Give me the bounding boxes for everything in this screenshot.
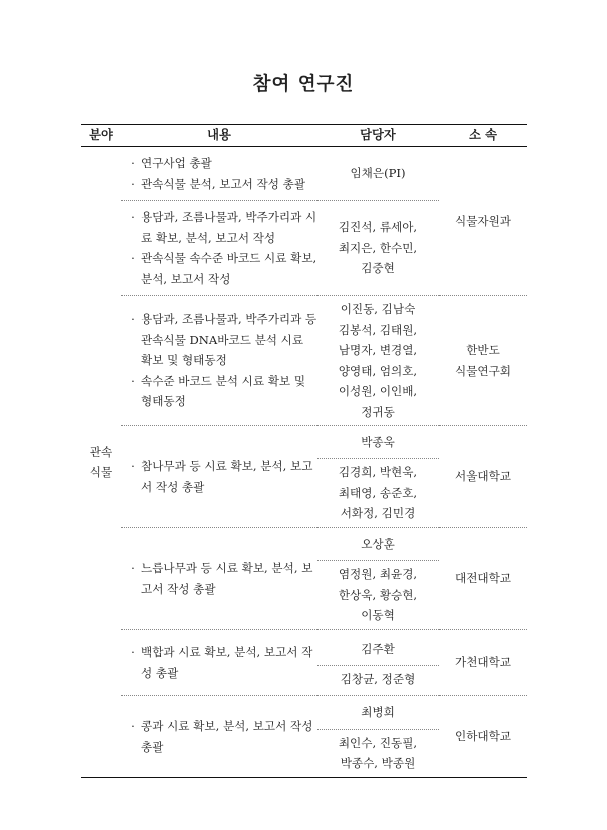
content-cell bbox=[121, 528, 317, 630]
header-content: 내용 bbox=[121, 125, 317, 147]
bullet-item: · 느릅나무과 등 시료 확보, 분석, 보고서 작성 총괄 bbox=[131, 561, 313, 596]
header-row bbox=[81, 125, 527, 147]
content-cell bbox=[121, 426, 317, 528]
member-list: 염정원, 최윤경, 한상욱, 황승현, 이동혁 bbox=[338, 567, 418, 623]
table-row bbox=[81, 426, 527, 528]
bullet-item: · 참나무과 등 시료 확보, 분석, 보고서 작성 총괄 bbox=[131, 459, 313, 494]
person-cell bbox=[317, 147, 439, 201]
table-row bbox=[81, 147, 527, 201]
member-list: 김경희, 박현욱, 최태영, 송준호, 서화정, 김민경 bbox=[338, 465, 418, 521]
person-cell bbox=[317, 296, 439, 426]
person-cell bbox=[317, 630, 439, 696]
person-cell bbox=[317, 426, 439, 528]
content-cell bbox=[121, 201, 317, 296]
lead-person: 김주환 bbox=[317, 633, 439, 666]
field-cell: 관속 식물 bbox=[81, 147, 121, 778]
member-list: 김창균, 정준형 bbox=[340, 671, 416, 686]
person-cell bbox=[317, 528, 439, 630]
bullet-item: · 백합과 시료 확보, 분석, 보고서 작성 총괄 bbox=[131, 645, 313, 680]
table-row bbox=[81, 528, 527, 630]
lead-person: 박종욱 bbox=[317, 426, 439, 459]
lead-person: 최병희 bbox=[317, 697, 439, 730]
member-list: 김진석, 류세아, 최지은, 한수민, 김중현 bbox=[338, 220, 418, 276]
content-cell bbox=[121, 696, 317, 778]
member-list: 이진동, 김남숙 김봉석, 김태원, 남명자, 변경열, 양영태, 엄의호, 이성원, 이인배, 정귀동 bbox=[338, 302, 418, 419]
affiliation-cell: 서울대학교 bbox=[439, 426, 527, 528]
affiliation-cell: 대전대학교 bbox=[439, 528, 527, 630]
affiliation-cell: 한반도 식물연구회 bbox=[439, 296, 527, 426]
content-cell bbox=[121, 296, 317, 426]
bullet-item: · 관속식물 속수준 바코드 시료 확보, 분석, 보고서 작성 bbox=[131, 251, 317, 286]
header-field: 분야 bbox=[81, 125, 121, 147]
researchers-table bbox=[81, 124, 527, 778]
table-row bbox=[81, 630, 527, 696]
bullet-item: · 콩과 시료 확보, 분석, 보고서 작성 총괄 bbox=[131, 719, 313, 754]
header-affiliation: 소 속 bbox=[439, 125, 527, 147]
header-person: 담당자 bbox=[317, 125, 439, 147]
table-row bbox=[81, 296, 527, 426]
bullet-item: · 연구사업 총괄 bbox=[131, 156, 212, 170]
content-cell bbox=[121, 147, 317, 201]
affiliation-cell: 식물자원과 bbox=[439, 147, 527, 296]
table-row bbox=[81, 696, 527, 778]
member-list: 최인수, 진동필, 박종수, 박종원 bbox=[338, 735, 418, 770]
person-cell bbox=[317, 201, 439, 296]
page-title: 참여 연구진 bbox=[252, 74, 355, 95]
affiliation-cell: 가천대학교 bbox=[439, 630, 527, 696]
lead-person: 오상훈 bbox=[317, 528, 439, 561]
content-cell bbox=[121, 630, 317, 696]
bullet-item: · 관속식물 분석, 보고서 작성 총괄 bbox=[131, 176, 306, 191]
bullet-item: · 용담과, 조름나물과, 박주가리과 시료 확보, 분석, 보고서 작성 bbox=[131, 210, 317, 245]
bullet-item: · 용담과, 조름나물과, 박주가리과 등 관속식물 DNA바코드 분석 시료 확보 및 형태동정 bbox=[131, 312, 317, 368]
bullet-item: · 속수준 바코드 분석 시료 확보 및 형태동정 bbox=[131, 373, 306, 409]
lead-person: 임채은(PI) bbox=[350, 166, 406, 181]
person-cell bbox=[317, 696, 439, 778]
affiliation-cell: 인하대학교 bbox=[439, 696, 527, 778]
